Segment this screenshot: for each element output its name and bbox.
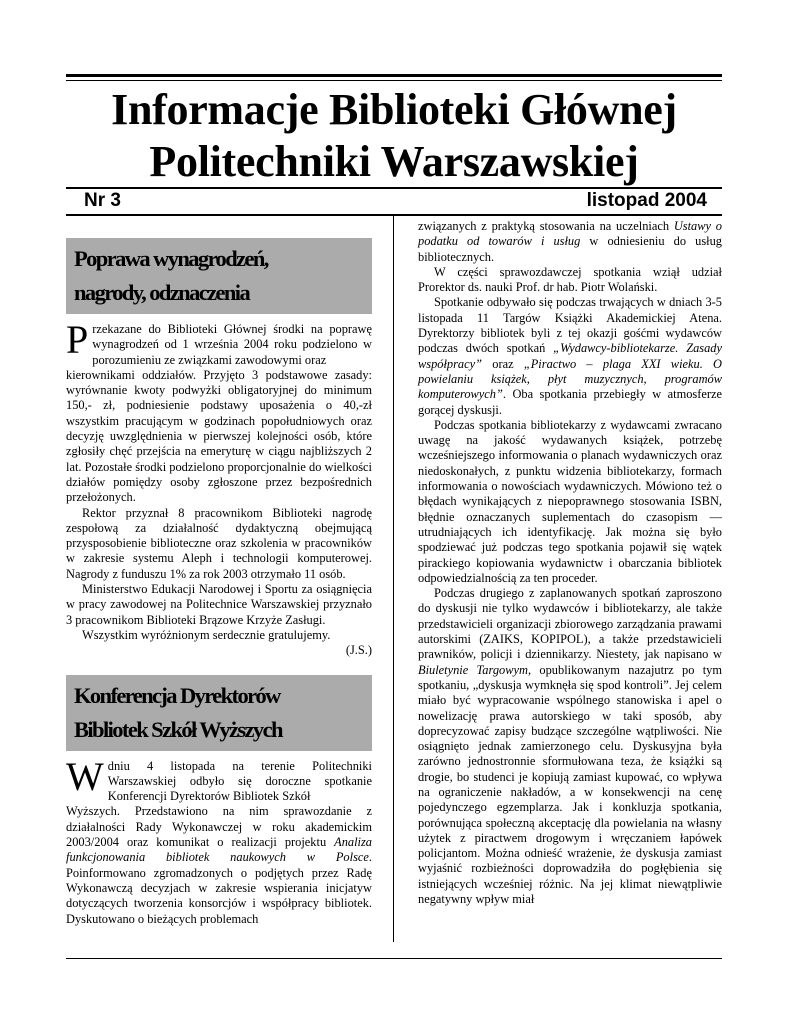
article2-p1-text-a: Wyższych. Przedstawiono na nim sprawozdanie z działalności Rady Wykonawczej w roku akademickim 2003/2004 oraz komunikat o realizacji projektu <box>66 804 372 850</box>
right-paragraph-1 <box>418 219 722 265</box>
article1-p1-indented: rzekazane do Biblioteki Głównej środki na poprawę wynagrodzeń od 1 września 2004 roku podzielono w porozumieniu ze związkami zawodowymi oraz <box>92 322 372 367</box>
masthead-top-rule-thick <box>66 74 722 77</box>
article2-dropcap: W <box>66 753 104 799</box>
masthead-title-line2: Politechniki Warszawskiej <box>149 137 639 186</box>
article2-paragraph-1-rest <box>66 804 372 926</box>
article2-heading <box>66 675 372 751</box>
article1-heading-line2: nagrody, odznaczenia <box>74 280 250 305</box>
article1-paragraph-1 <box>66 317 372 368</box>
right-paragraph-4: Podczas spotkania bibliotekarzy z wydawcami zwracano uwagę na jakość wydawanych książek, potrzebę wcześniejszego informowania o planach wydawniczych oraz niedoskonałych, z punktu widzenia bibliotekarzy, formach informowania o nowościach wydawniczych. Mówiono też o błędach wynikających z niepoprawnego stosowania ISBN, błędnie oznaczanych suplementach do czasopism — utrudniających ich identyfikację. Jak można się było spodziewać już podczas tego spotkania pojawił się wątek pirackiego kopiowania wydawnictw i obarczania bibliotek odpowiedzialnością za ten proceder. <box>418 417 722 585</box>
footer-rule <box>66 958 722 959</box>
right-paragraph-5 <box>418 586 722 907</box>
right-p3-text-c: . Oba spotkania przebiegły w atmosferze gorącej dyskusji. <box>418 387 722 417</box>
article1-paragraph-3: Ministerstwo Edukacji Narodowej i Sportu za osiągnięcia w pracy zawodowej na Politechnice Warszawskiej przyznało 3 pracownikom Biblioteki Brązowe Krzyże Zasługi. <box>66 582 372 627</box>
right-p3-italic-1: „Wydawcy-bibliotekarze. Zasady współpracy” <box>418 341 723 371</box>
right-p1-text-b: w odniesieniu do usług bibliotecznych. <box>418 234 722 264</box>
article2-paragraph-1 <box>66 753 372 805</box>
masthead-title-line1: Informacje Biblioteki Głównej <box>111 85 677 134</box>
right-p3-italic-2: „Piractwo – plaga XXI wieku. O powielaniu książek, płyt muzycznych, programów komputerowych” <box>418 356 722 402</box>
right-p3-text-b: oraz <box>482 356 524 371</box>
article1-body <box>66 317 372 659</box>
masthead-bottom-rule <box>66 187 722 189</box>
right-paragraph-3 <box>418 295 722 417</box>
right-p5-text-b: opublikowanym nazajutrz po tym spotkaniu, „dyskusja wymknęła się spod kontroli”. Jej celem miało być wypracowanie wspólnego stanowiska i apel o nowelizację prawa autorskiego w taki sposób, aby doprecyzować zapisy budzące szczególne wątpliwości. Nie osiągnięto jednak zamierzonego celu. Dyskusyjna była zarówno jednostronnie sformułowana teza, że książki są drogie, bo studenci je kopiują zamiast kupować, co wpływa na ograniczenie nakładów, a w konsekwencji na cenę pojedynczego egzemplarza. Jak i konkluzja spotkania, porównująca społeczną akceptację dla powielania na własny użytek z piractwem drogowym i wręczaniem łapówek policjantom. Można odnieść wrażenie, że dyskusja zamiast wyjaśnić rozbieżności doprowadziła do pogłębienia się istniejących wcześniej różnic. Na jej klimat niewątpliwie negatywny wpływ miał <box>418 662 722 907</box>
issue-number: Nr 3 <box>84 190 121 211</box>
article1-heading <box>66 238 372 314</box>
article2-p1-indented: dniu 4 listopada na terenie Politechniki Warszawskiej odbyło się doroczne spotkanie Konferencji Dyrektorów Bibliotek Szkół <box>107 758 372 804</box>
right-p5-text-a: Podczas drugiego z zaplanowanych spotkań zaproszono do dyskusji nie tylko wydawców i bibliotekarzy, ale także przedstawicieli organizacji zbiorowego zarządzania prawami autorskimi (ZAIKS, KOPIPOL), a także przedstawicieli prawników, policji i dziennikarzy. Niestety, jak napisano w <box>418 586 722 662</box>
article1-dropcap: P <box>66 317 89 362</box>
right-p1-italic: Ustawy o podatku od towarów i usług <box>418 219 722 249</box>
article1-paragraph-4: Wszystkim wyróżnionym serdecznie gratulujemy. <box>82 627 331 642</box>
article2-heading-line2: Bibliotek Szkół Wyższych <box>74 716 282 742</box>
left-column <box>66 238 372 927</box>
article1-heading-line1: Poprawa wynagrodzeń, <box>74 246 268 271</box>
right-p3-text-a: Spotkanie odbywało się podczas trwających w dniach 3-5 listopada 11 Targów Książki Akademickiej Atena. Dyrektorzy bibliotek byli z tej okazji gośćmi wydawców podczas dwóch spotkań <box>418 295 722 356</box>
right-p5-italic: Biuletynie Targowym, <box>418 662 532 677</box>
issue-bottom-rule <box>66 214 722 216</box>
article2-heading-line1: Konferencja Dyrektorów <box>74 682 280 708</box>
right-column <box>418 219 722 907</box>
right-p1-text-a: związanych z praktyką stosowania na uczelniach <box>418 219 674 233</box>
masthead-title <box>66 84 722 188</box>
article2-p1-italic: Analiza funkcjonowania bibliotek naukowych w Polsce <box>66 835 372 865</box>
issue-date: listopad 2004 <box>586 190 707 211</box>
article1-paragraph-1-rest: kierownikami oddziałów. Przyjęto 3 podstawowe zasady: wyrównanie kwoty podwyżki obligatoryjnej do minimum 150,- zł, podniesienie podstawy uposażenia o 40,-zł wszystkim pracującym w godzinach popołudniowych oraz decyzję uwzględnienia w pierwszej kolejności osób, które zgłosiły chęć przejścia na emeryturę w ciągu najbliższych 2 lat. Pozostałe środki podzielono proporcjonalnie do wielkości działów pomiędzy osoby zgłoszone przez bezpośrednich przełożonych. <box>66 367 372 505</box>
article1-signature: (J.S.) <box>345 643 372 658</box>
masthead-top-rule-thin <box>66 80 722 81</box>
article2-p1-text-b: . Poinformowano zgromadzonych o podjętych przez Radę Wykonawczą decyzjach w zakresie wspierania inicjatyw dotyczących tworzenia konsorcjów i współpracy bibliotek. Dyskutowano o bieżących problemach <box>66 850 372 926</box>
column-divider <box>393 216 394 942</box>
article2-body <box>66 753 372 927</box>
article1-paragraph-2: Rektor przyznał 8 pracownikom Biblioteki nagrodę zespołową za działalność dydaktyczną obejmującą przysposobienie biblioteczne oraz szkolenia w pracowników w zakresie systemu Aleph i technologii komputerowej. Nagrody z funduszu 1% za rok 2003 otrzymało 11 osób. <box>66 505 372 581</box>
right-paragraph-2: W części sprawozdawczej spotkania wziął udział Prorektor ds. nauki Prof. dr hab. Piotr Wolański. <box>418 264 722 295</box>
